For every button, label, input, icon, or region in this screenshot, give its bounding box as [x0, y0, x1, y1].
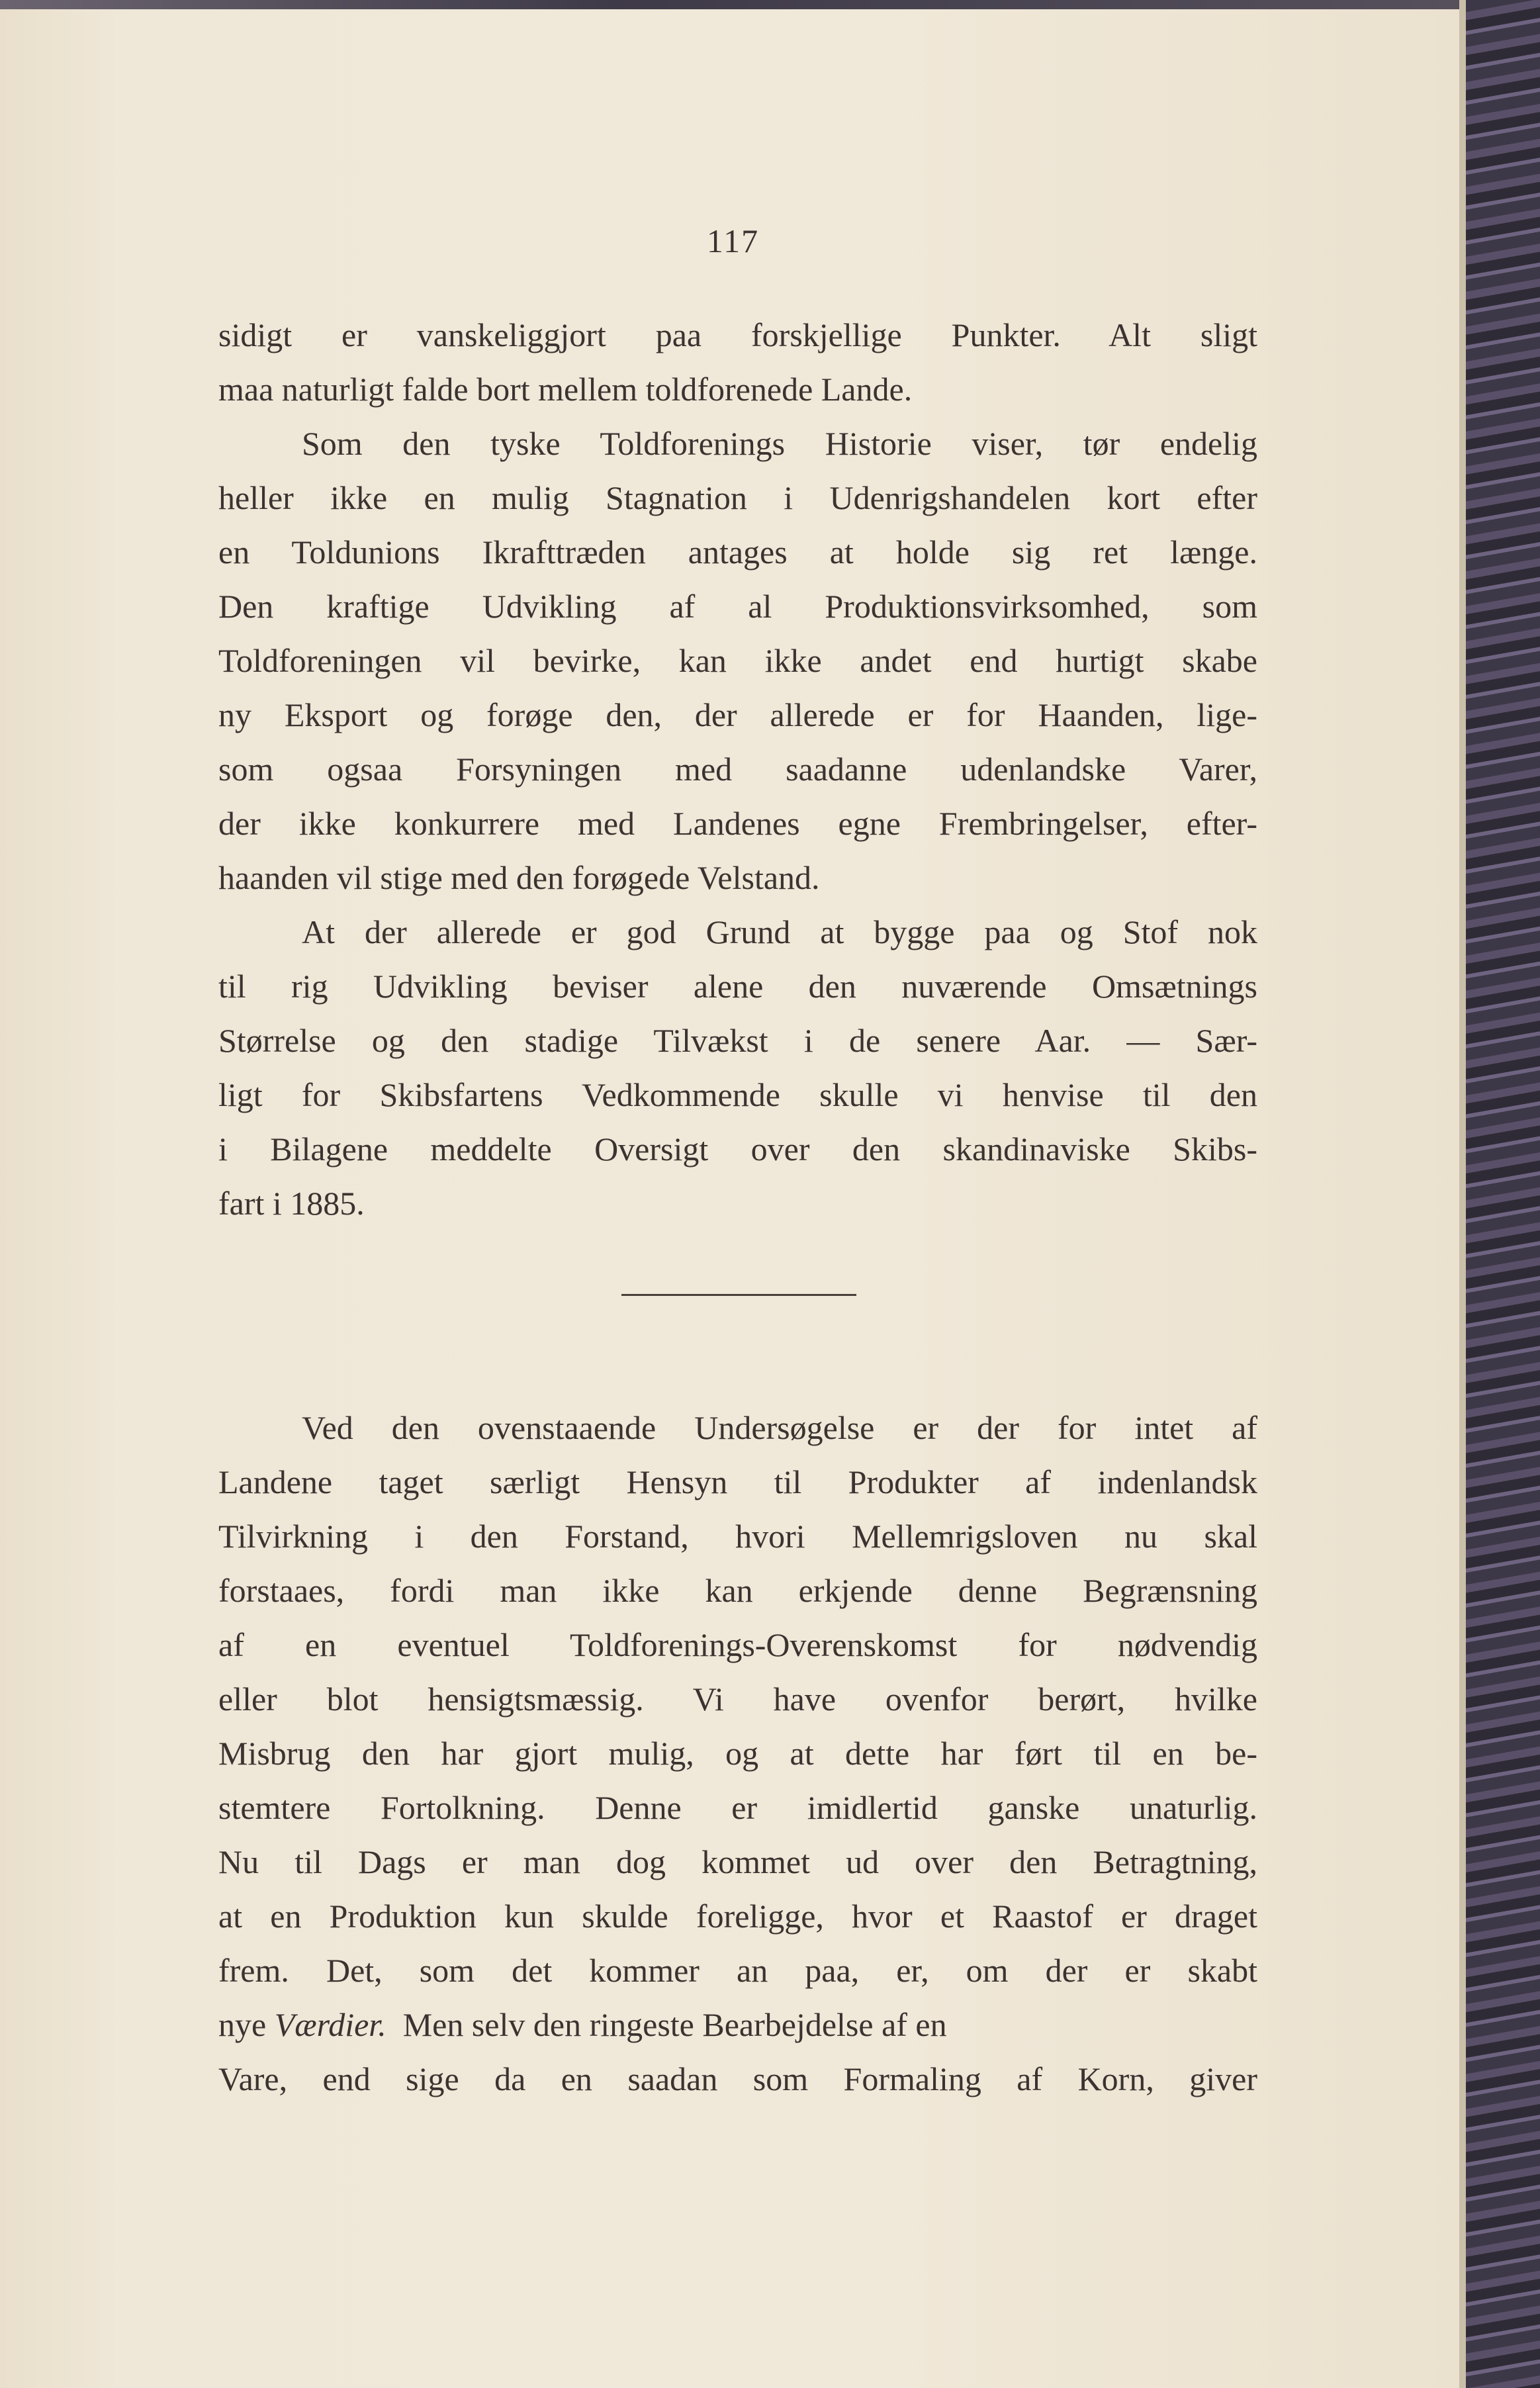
text-line: Ved den ovenstaaende Undersøgelse er der for intet af	[302, 1409, 1257, 1446]
text-line: stemtere Fortolkning. Denne er imidlertid ganske unaturlig.	[218, 1789, 1257, 1826]
text-line: maa naturligt falde bort mellem toldforenede Lande.	[218, 371, 913, 408]
text-line: i Bilagene meddelte Oversigt over den skandinaviske Skibs-	[218, 1130, 1257, 1168]
text-line: heller ikke en mulig Stagnation i Udenrigshandelen kort efter	[218, 479, 1257, 516]
text-line: haanden vil stige med den forøgede Velstand.	[218, 859, 820, 896]
text-line: der ikke konkurrere med Landenes egne Frembringelser, efter-	[218, 805, 1257, 842]
page-number: 117	[706, 222, 760, 259]
text-line: sidigt er vanskeliggjort paa forskjellige Punkter. Alt sligt	[218, 316, 1257, 353]
section-divider	[621, 1294, 856, 1296]
italic-word: Værdier.	[274, 2006, 386, 2043]
text-line: frem. Det, som det kommer an paa, er, om der er skabt	[218, 1952, 1257, 1989]
text-line: Tilvirkning i den Forstand, hvori Mellemrigsloven nu skal	[218, 1518, 1257, 1555]
text-line: til rig Udvikling beviser alene den nuværende Omsætnings	[218, 968, 1257, 1005]
text-line: ligt for Skibsfartens Vedkommende skulle vi henvise til den	[218, 1076, 1257, 1113]
text-line: Toldforeningen vil bevirke, kan ikke andet end hurtigt skabe	[218, 642, 1257, 679]
text-line: at en Produktion kun skulde foreligge, hvor et Raastof er draget	[218, 1898, 1257, 1935]
marbled-binding	[1466, 0, 1540, 2388]
text-line: ny Eksport og forøge den, der allerede er for Haanden, lige-	[218, 696, 1257, 733]
text-line: Størrelse og den stadige Tilvækst i de senere Aar. — Sær-	[218, 1022, 1257, 1059]
text-line: Misbrug den har gjort mulig, og at dette har ført til en be-	[218, 1735, 1257, 1772]
text-line: Den kraftige Udvikling af al Produktionsvirksomhed, som	[218, 588, 1257, 625]
text-span: Men selv den ringeste Bearbejdelse af en	[386, 2006, 947, 2043]
text-line: som ogsaa Forsyningen med saadanne udenlandske Varer,	[218, 751, 1257, 788]
text-line: Som den tyske Toldforenings Historie viser, tør endelig	[302, 425, 1257, 462]
text-line: Landene taget særligt Hensyn til Produkter af indenlandsk	[218, 1463, 1257, 1500]
text-line: fart i 1885.	[218, 1185, 365, 1222]
text-line: Vare, end sige da en saadan som Formaling af Korn, giver	[218, 2060, 1257, 2097]
text-line: At der allerede er god Grund at bygge paa og Stof nok	[302, 913, 1257, 950]
text-span: nye	[218, 2006, 275, 2043]
text-line: af en eventuel Toldforenings-Overenskomst for nødvendig	[218, 1626, 1257, 1663]
text-line	[218, 1998, 1257, 2052]
text-line: Nu til Dags er man dog kommet ud over den Betragtning,	[218, 1843, 1257, 1880]
text-line: en Toldunions Ikrafttræden antages at holde sig ret længe.	[218, 533, 1257, 571]
page-top-edge	[0, 0, 1540, 9]
text-line: forstaaes, fordi man ikke kan erkjende denne Begrænsning	[218, 1572, 1257, 1609]
text-line: eller blot hensigtsmæssig. Vi have ovenfor berørt, hvilke	[218, 1680, 1257, 1718]
